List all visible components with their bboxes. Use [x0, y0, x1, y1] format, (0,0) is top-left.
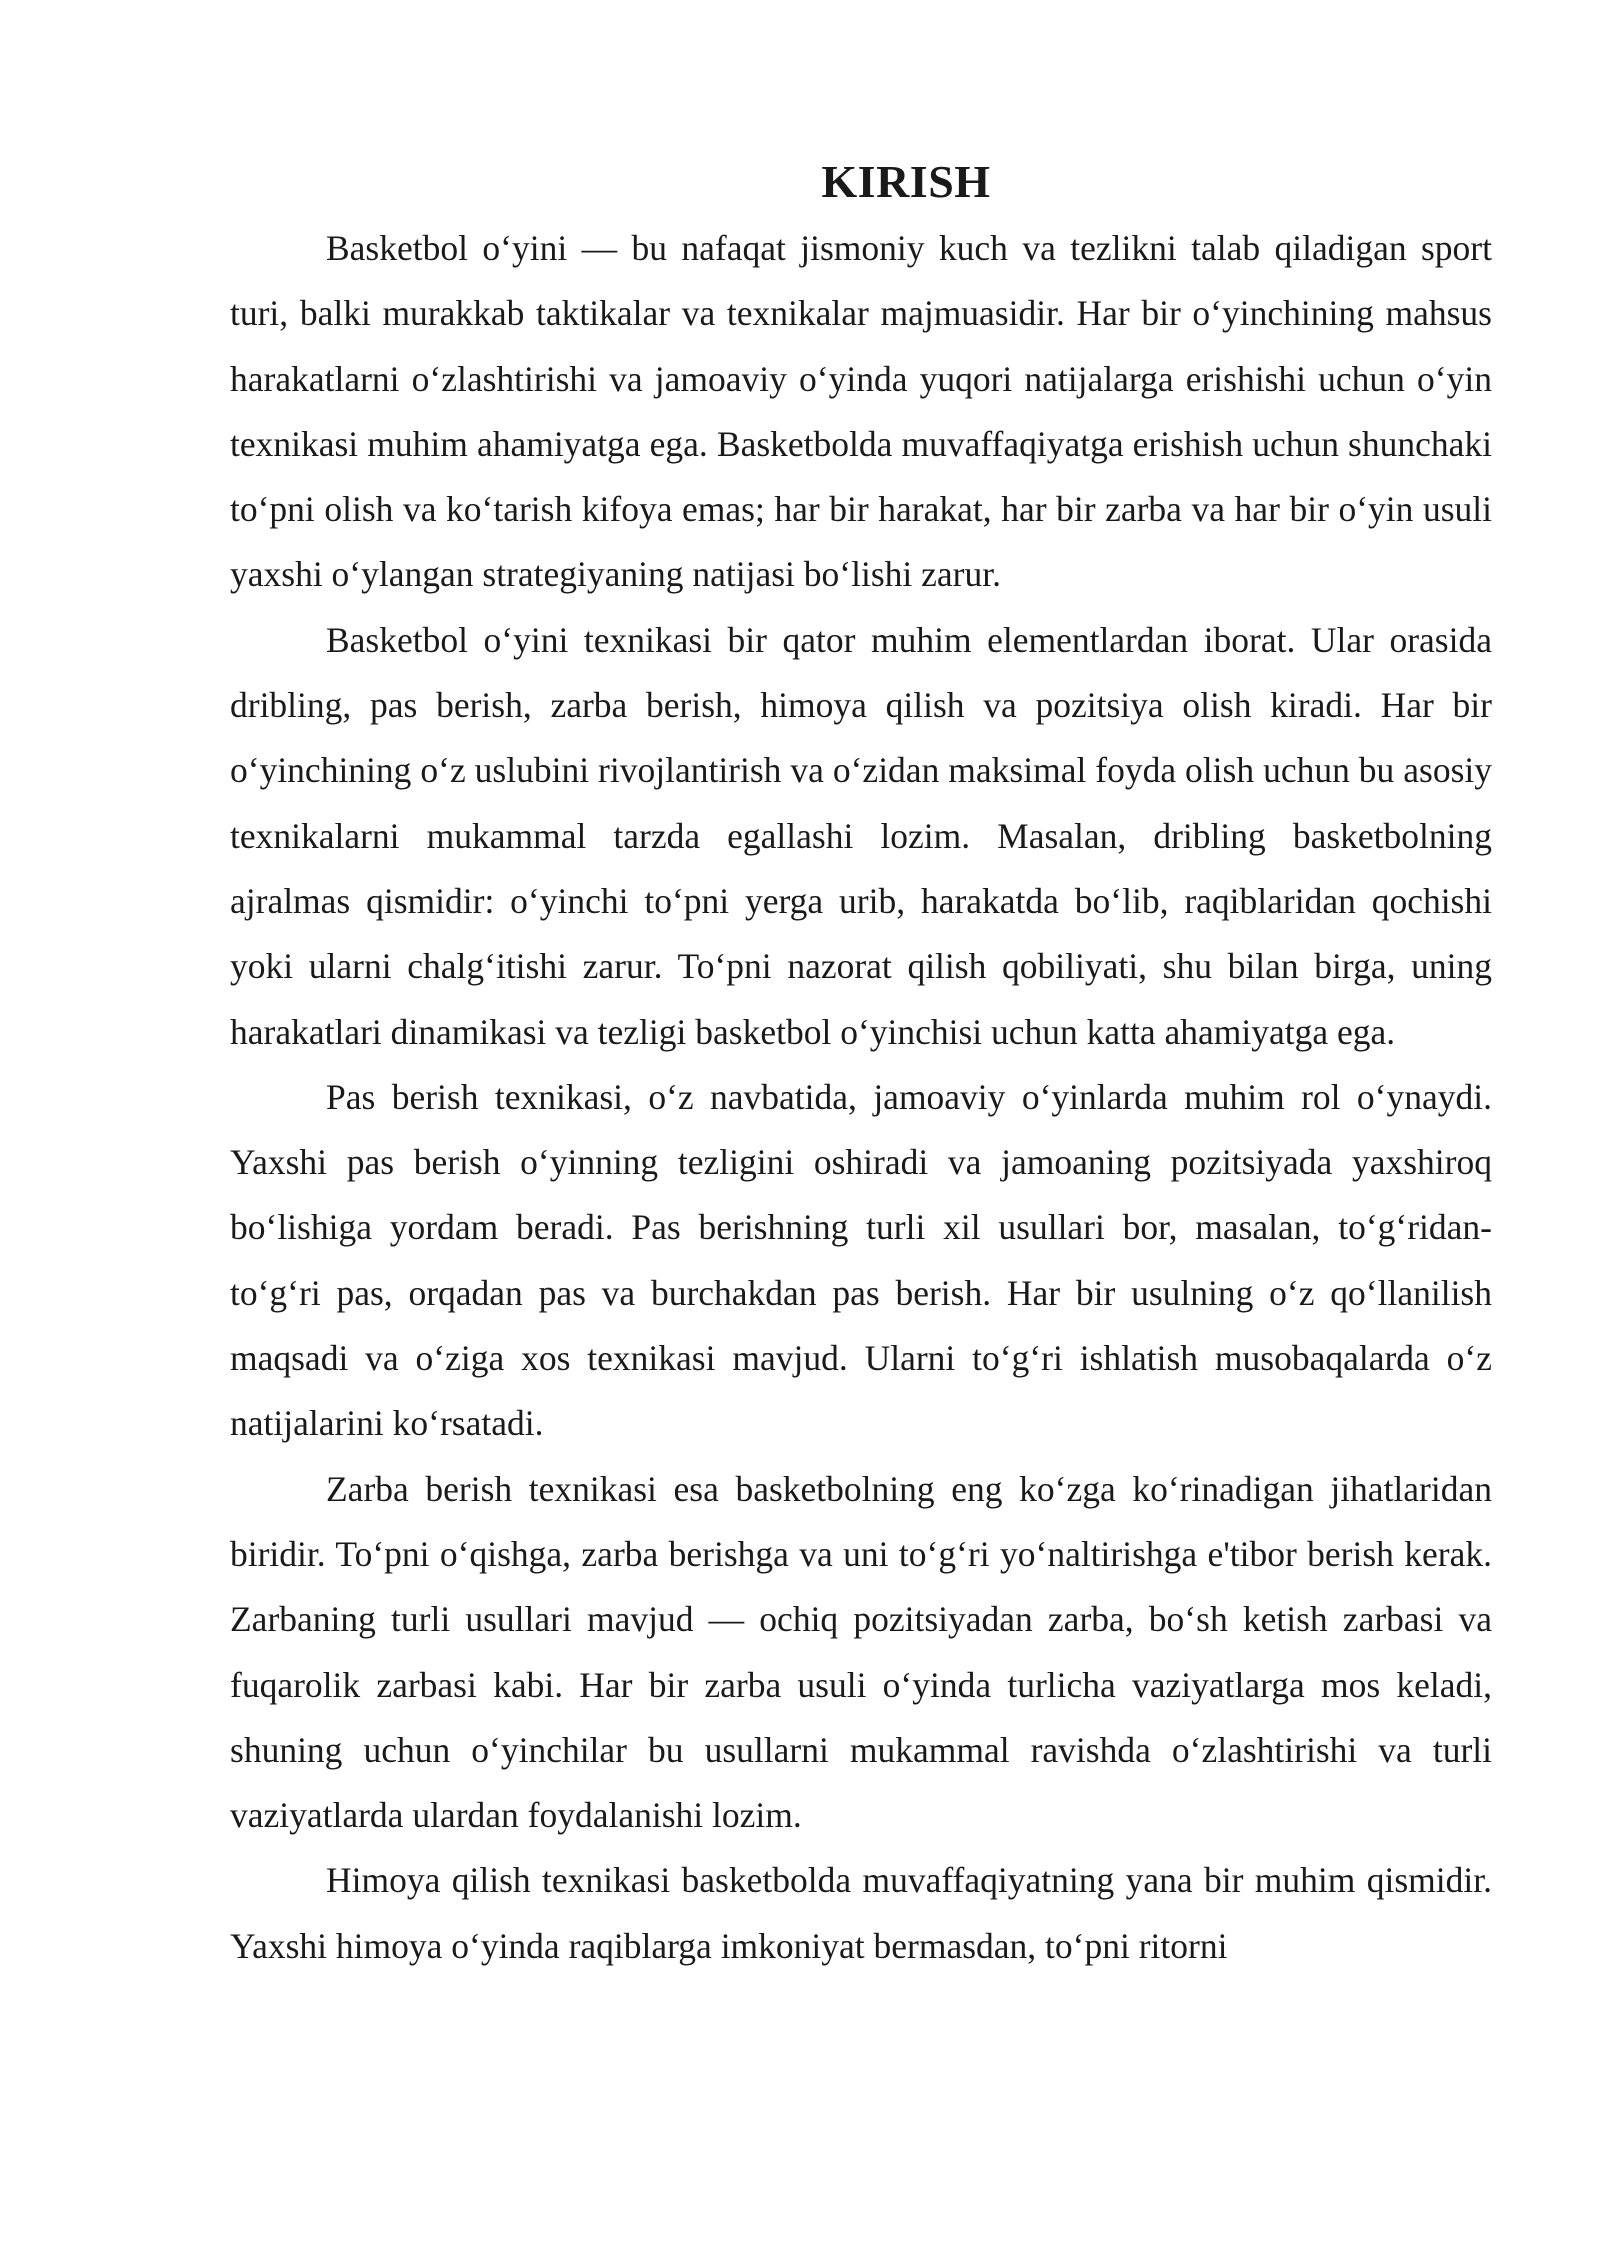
document-title: KIRISH — [821, 156, 991, 207]
paragraph-1: Basketbol o‘yini — bu nafaqat jismoniy kuch va tezlikni talab qiladigan sport turi, balki murakkab taktikalar va texnikalar majmuasidir. Har bir o‘yinchining mahsus harakatlarni o‘zlashtirishi va jamoaviy o‘yinda yuqori natijalarga erishishi uchun o‘yin texnikasi muhim ahamiyatga ega. Basketbolda muvaffaqiyatga erishish uchun shunchaki to‘pni olish va ko‘tarish kifoya emas; har bir harakat, har bir zarba va har bir o‘yin usuli yaxshi o‘ylangan strategiyaning natijasi bo‘lishi zarur. — [230, 228, 1492, 595]
paragraph-5: Himoya qilish texnikasi basketbolda muvaffaqiyatning yana bir muhim qismidir. Yaxshi himoya o‘yinda raqiblarga imkoniyat bermasdan, to‘pni ritorni — [230, 1860, 1492, 1966]
document-page — [230, 150, 1492, 1979]
paragraph-4: Zarba berish texnikasi esa basketbolning eng ko‘zga ko‘rinadigan jihatlaridan biridir. To‘pni o‘qishga, zarba berishga va uni to‘g‘ri yo‘naltirishga e'tibor berish kerak. Zarbaning turli usullari mavjud — ochiq pozitsiyadan zarba, bo‘sh ketish zarbasi va fuqarolik zarbasi kabi. Har bir zarba usuli o‘yinda turlicha vaziyatlarga mos keladi, shuning uchun o‘yinchilar bu usullarni mukammal ravishda o‘zlashtirishi va turli vaziyatlarda ulardan foydalanishi lozim. — [230, 1468, 1492, 1836]
paragraph-3: Pas berish texnikasi, o‘z navbatida, jamoaviy o‘yinlarda muhim rol o‘ynaydi. Yaxshi pas berish o‘yinning tezligini oshiradi va jamoaning pozitsiyada yaxshiroq bo‘lishiga yordam beradi. Pas berishning turli xil usullari bor, masalan, to‘g‘ridan-to‘g‘ri pas, orqadan pas va burchakdan pas berish. Har bir usulning o‘z qo‘llanilish maqsadi va o‘ziga xos texnikasi mavjud. Ularni to‘g‘ri ishlatish musobaqalarda o‘z natijalarini ko‘rsatadi. — [230, 1076, 1492, 1444]
paragraph-2: Basketbol o‘yini texnikasi bir qator muhim elementlardan iborat. Ular orasida dribling, pas berish, zarba berish, himoya qilish va pozitsiya olish kiradi. Har bir o‘yinchining o‘z uslubini rivojlantirish va o‘zidan maksimal foyda olish uchun bu asosiy texnikalarni mukammal tarzda egallashi lozim. Masalan, dribling basketbolning ajralmas qismidir: o‘yinchi to‘pni yerga urib, harakatda bo‘lib, raqiblaridan qochishi yoki ularni chalg‘itishi zarur. To‘pni nazorat qilish qobiliyati, shu bilan birga, uning harakatlari dinamikasi va tezligi basketbol o‘yinchisi uchun katta ahamiyatga ega. — [230, 619, 1492, 1052]
